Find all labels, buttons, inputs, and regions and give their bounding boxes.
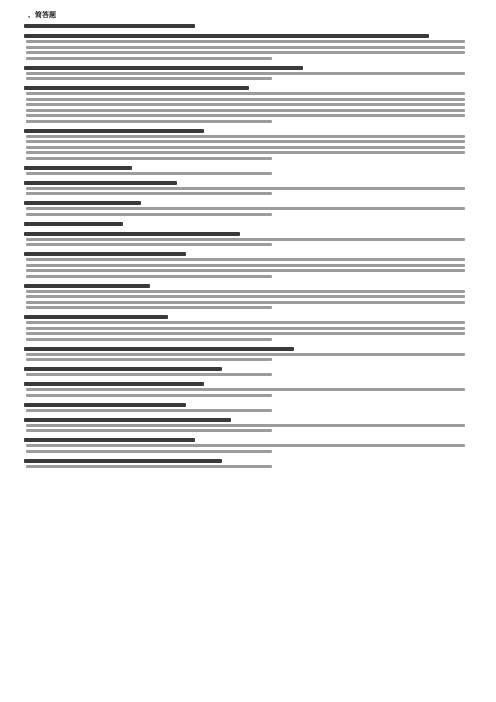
question-line — [24, 252, 474, 256]
question-line — [24, 86, 474, 90]
question-line — [24, 24, 474, 28]
answer-text — [24, 72, 474, 81]
question-item — [24, 201, 474, 216]
text-line — [26, 57, 272, 60]
text-line — [26, 46, 465, 49]
text-line — [26, 192, 272, 195]
text-line — [26, 321, 465, 324]
question-line — [24, 232, 474, 236]
question-line — [24, 66, 474, 70]
question-item — [24, 86, 474, 123]
text-line — [26, 327, 465, 330]
document-title: 、简答题 — [28, 11, 56, 19]
answer-text — [24, 465, 474, 468]
text-line — [26, 109, 465, 112]
text-line — [26, 295, 465, 298]
text-line — [26, 269, 465, 272]
text-line — [26, 157, 272, 160]
answer-text — [24, 238, 474, 247]
answer-text — [24, 92, 474, 123]
text-line — [26, 353, 465, 356]
question-item — [24, 66, 474, 81]
question-item — [24, 284, 474, 310]
answer-text — [24, 321, 474, 341]
answer-text — [24, 172, 474, 175]
text-line — [26, 358, 272, 361]
text-line — [26, 258, 465, 261]
question-line — [24, 403, 474, 407]
text-line — [26, 394, 272, 397]
text-line — [26, 114, 465, 117]
question-line — [24, 382, 474, 386]
text-line — [26, 465, 272, 468]
text-line — [26, 172, 272, 175]
question-item — [24, 382, 474, 397]
text-line — [26, 140, 465, 143]
answer-text — [24, 290, 474, 310]
text-line — [26, 213, 272, 216]
text-line — [26, 301, 465, 304]
text-line — [26, 98, 465, 101]
text-line — [26, 338, 272, 341]
question-list — [24, 24, 474, 468]
answer-text — [24, 373, 474, 376]
text-line — [26, 388, 465, 391]
answer-text — [24, 444, 474, 453]
question-item — [24, 438, 474, 453]
question-line — [24, 129, 474, 133]
question-line — [24, 315, 474, 319]
question-item — [24, 367, 474, 376]
text-line — [26, 207, 465, 210]
question-item — [24, 403, 474, 412]
text-line — [26, 275, 272, 278]
question-line — [24, 166, 474, 170]
answer-text — [24, 187, 474, 196]
question-item — [24, 34, 474, 60]
question-line — [24, 34, 474, 38]
text-line — [26, 135, 465, 138]
question-line — [24, 418, 474, 422]
text-line — [26, 409, 272, 412]
question-line — [24, 222, 474, 226]
question-item — [24, 459, 474, 468]
question-item — [24, 166, 474, 175]
question-item — [24, 24, 474, 28]
text-line — [26, 429, 272, 432]
text-line — [26, 77, 272, 80]
question-line — [24, 181, 474, 185]
question-item — [24, 232, 474, 247]
question-line — [24, 201, 474, 205]
text-line — [26, 40, 465, 43]
text-line — [26, 290, 465, 293]
answer-text — [24, 258, 474, 278]
text-line — [26, 306, 272, 309]
text-line — [26, 151, 465, 154]
text-line — [26, 373, 272, 376]
text-line — [26, 72, 465, 75]
text-line — [26, 424, 465, 427]
question-line — [24, 284, 474, 288]
answer-text — [24, 388, 474, 397]
question-item — [24, 418, 474, 433]
text-line — [26, 146, 465, 149]
question-item — [24, 347, 474, 362]
question-line — [24, 438, 474, 442]
text-line — [26, 450, 272, 453]
text-line — [26, 92, 465, 95]
question-item — [24, 222, 474, 226]
question-item — [24, 181, 474, 196]
text-line — [26, 51, 465, 54]
text-line — [26, 187, 465, 190]
answer-text — [24, 424, 474, 433]
question-line — [24, 459, 474, 463]
text-line — [26, 243, 272, 246]
answer-text — [24, 40, 474, 60]
question-line — [24, 347, 474, 351]
answer-text — [24, 135, 474, 160]
question-line — [24, 367, 474, 371]
text-line — [26, 238, 465, 241]
text-line — [26, 120, 272, 123]
text-line — [26, 444, 465, 447]
question-item — [24, 129, 474, 160]
question-item — [24, 315, 474, 341]
question-item — [24, 252, 474, 278]
answer-text — [24, 353, 474, 362]
text-line — [26, 332, 465, 335]
answer-text — [24, 207, 474, 216]
text-line — [26, 264, 465, 267]
answer-text — [24, 409, 474, 412]
text-line — [26, 103, 465, 106]
